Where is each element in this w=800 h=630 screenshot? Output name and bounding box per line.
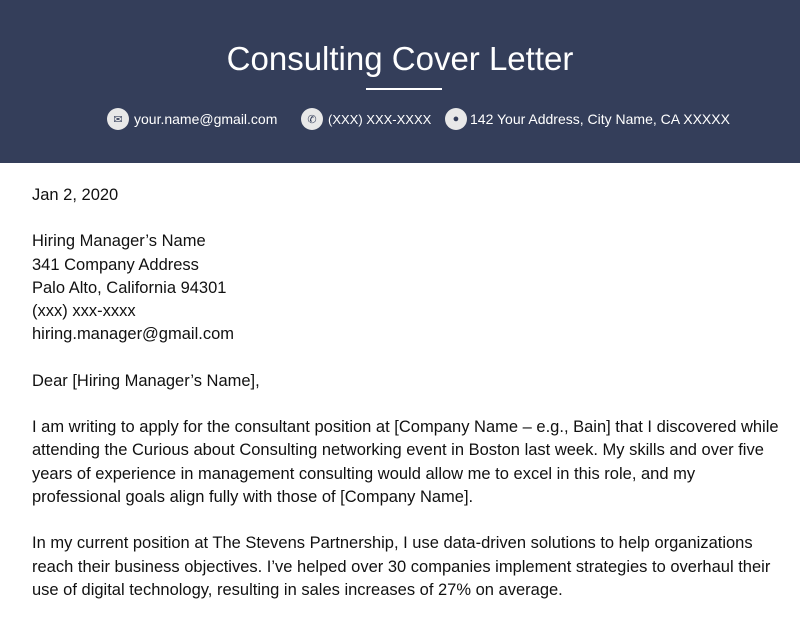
recipient-line: hiring.manager@gmail.com (32, 325, 234, 344)
contact-address (445, 108, 730, 130)
recipient-line: (xxx) xxx-xxxx (32, 302, 136, 321)
address-text: 142 Your Address, City Name, CA XXXXX (470, 111, 730, 127)
paragraph: I am writing to apply for the consultant position at [Company Name – e.g., Bain] that I discovered while attending the Curious about Consulting networking event in Boston last week. My skills and over five years of experience in management consulting would allow me to excel in this role, and my professional goals align fully with those of [Company Name]. (32, 418, 779, 506)
contact-email (107, 108, 277, 130)
letter-body (32, 184, 782, 625)
envelope-icon: ✉ (107, 108, 129, 130)
page-title: Consulting Cover Letter (226, 40, 574, 77)
recipient-line: Palo Alto, California 94301 (32, 278, 227, 297)
phone-icon: ✆ (301, 108, 323, 130)
title-divider (366, 88, 442, 90)
recipient-line: 341 Company Address (32, 255, 199, 274)
recipient-line: Hiring Manager’s Name (32, 232, 206, 251)
location-pin-icon: ● (445, 108, 467, 130)
salutation: Dear [Hiring Manager’s Name], (32, 371, 260, 390)
letter-date: Jan 2, 2020 (32, 186, 119, 204)
phone-text: (XXX) XXX-XXXX (328, 111, 432, 127)
letter-header (0, 0, 800, 163)
email-text: your.name@gmail.com (134, 111, 278, 127)
contact-phone (301, 108, 431, 130)
paragraph: In my current position at The Stevens Partnership, I use data-driven solutions to help organizations reach their business objectives. I’ve helped over 30 companies implement strategies to overhaul their use of digital technology, resulting in sales increases of 27% on average. (32, 534, 771, 599)
recipient-block (32, 230, 782, 346)
